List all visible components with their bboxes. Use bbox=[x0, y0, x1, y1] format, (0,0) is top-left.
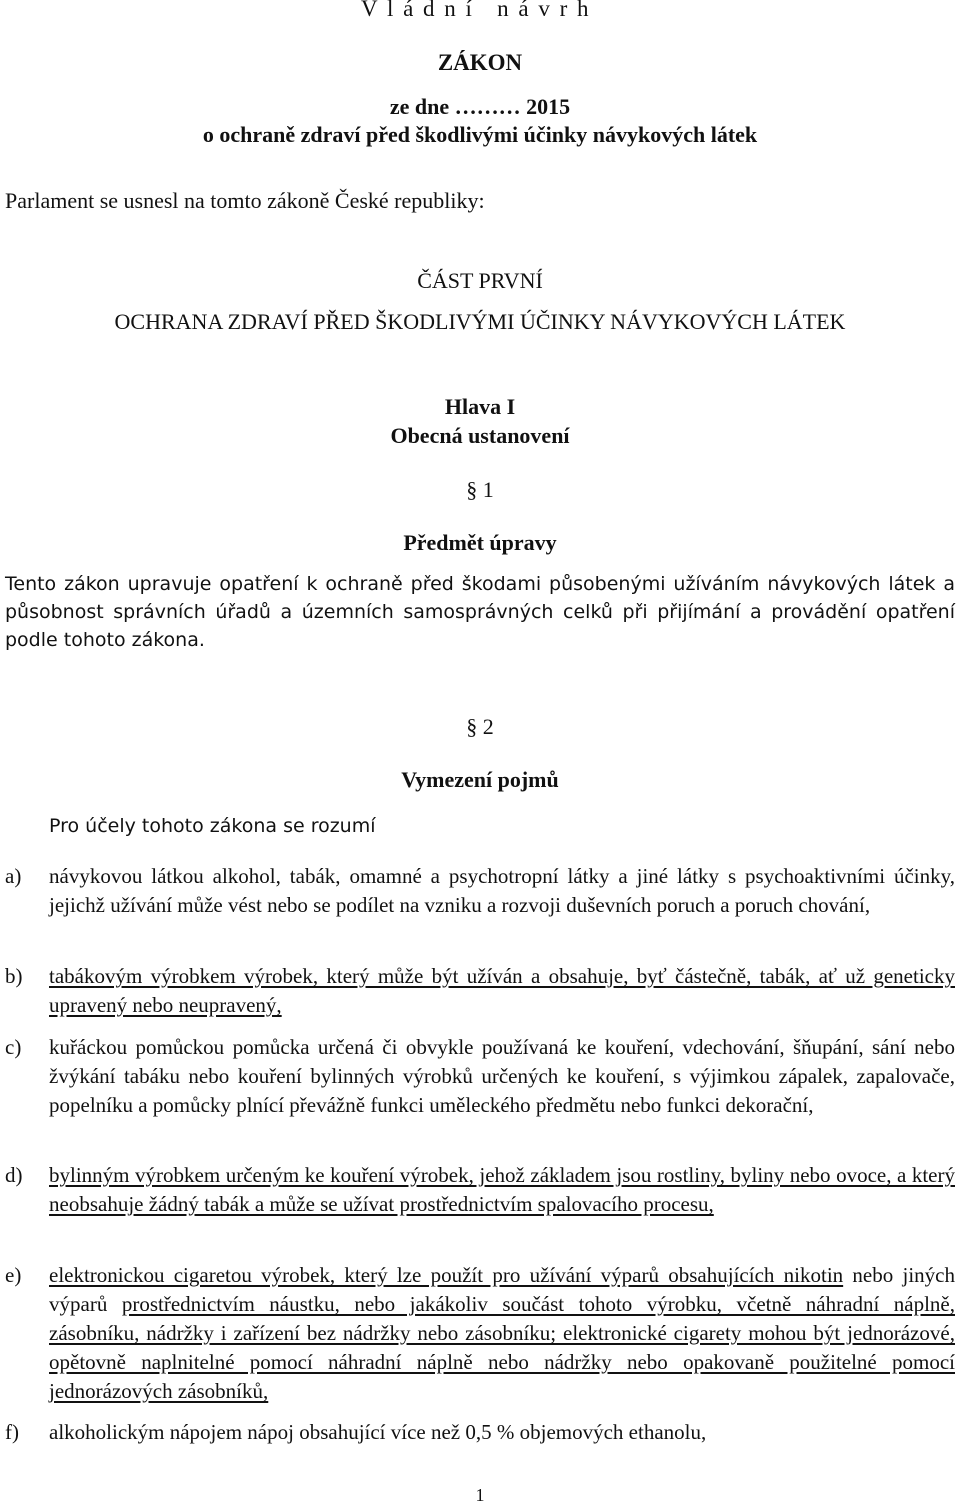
item-label: a) bbox=[5, 864, 22, 888]
section-2-title: Vymezení pojmů bbox=[401, 767, 559, 792]
draft-label: V l á d n í n á v r h bbox=[361, 0, 591, 21]
section-1-text: Tento zákon upravuje opatření k ochraně před škodami působenými užíváním návykových látek a působnost správních úřadů a územních samosprávných celků při přijímání a provádění opatření podle tohoto zákona. bbox=[5, 573, 955, 651]
part-number: ČÁST PRVNÍ bbox=[417, 268, 543, 293]
section-1-number: § 1 bbox=[466, 477, 494, 502]
page-number: 1 bbox=[475, 1485, 485, 1505]
chapter-number: Hlava I bbox=[444, 394, 516, 419]
item-text-part-3: prostřednictvím náustku, nebo jakákoliv součást tohoto výrobku, včetně náhradní náplně, zásobníku, nádržky i zařízení bez nádržky nebo zásobníku; elektronické cigarety mohou být jednorázové, opětovně naplnitelné pomocí náhradní náplně nebo nádržky nebo opakovaně použitelné pomocí jednorázových zásobníků, bbox=[49, 1292, 955, 1403]
part-title: OCHRANA ZDRAVÍ PŘED ŠKODLIVÝMI ÚČINKY NÁVYKOVÝCH LÁTEK bbox=[114, 309, 846, 334]
act-title: o ochraně zdraví před škodlivými účinky návykových látek bbox=[202, 122, 758, 147]
item-label: f) bbox=[5, 1420, 19, 1444]
preamble: Parlament se usnesl na tomto zákoně České republiky: bbox=[5, 188, 485, 213]
item-label: b) bbox=[5, 964, 23, 988]
section-1-title: Předmět úpravy bbox=[403, 530, 557, 555]
item-text bbox=[49, 1261, 955, 1406]
act-date-line: ze dne ……… 2015 bbox=[389, 94, 571, 119]
item-label: e) bbox=[5, 1263, 22, 1287]
item-label: d) bbox=[5, 1163, 23, 1187]
item-label: c) bbox=[5, 1035, 22, 1059]
act-type: ZÁKON bbox=[437, 50, 523, 75]
section-2-number: § 2 bbox=[466, 714, 494, 739]
item-text-part-2: nebo jiných výparů bbox=[49, 1263, 955, 1316]
item-text: tabákovým výrobkem výrobek, který může být užíván a obsahuje, byť částečně, tabák, ať už geneticky upravený nebo neupravený, bbox=[49, 964, 955, 1017]
section-2-intro: Pro účely tohoto zákona se rozumí bbox=[49, 815, 376, 837]
item-text: kuřáckou pomůckou pomůcka určená či obvykle používaná ke kouření, vdechování, šňupání, sání nebo žvýkání tabáku nebo kouření bylinných výrobků určených ke kouření, s výjimkou zápalek, zapalovače, popelníku a pomůcky plnící převážně funkci uměleckého předmětu nebo funkci dekorační, bbox=[49, 1035, 955, 1117]
chapter-title: Obecná ustanovení bbox=[390, 423, 570, 448]
item-text: alkoholickým nápojem nápoj obsahující více než 0,5 % objemových ethanolu, bbox=[49, 1420, 707, 1444]
item-text: návykovou látkou alkohol, tabák, omamné a psychotropní látky a jiné látky s psychoaktivními účinky, jejichž užívání může vést nebo se podílet na vzniku a rozvoji duševních poruch a poruch chování, bbox=[49, 864, 955, 917]
item-text: bylinným výrobkem určeným ke kouření výrobek, jehož základem jsou rostliny, byliny nebo ovoce, a který neobsahuje žádný tabák a může se užívat prostřednictvím spalovacího procesu, bbox=[49, 1163, 955, 1216]
item-text-part-1: elektronickou cigaretou výrobek, který lze použít pro užívání výparů obsahujících nikotin bbox=[49, 1263, 844, 1287]
